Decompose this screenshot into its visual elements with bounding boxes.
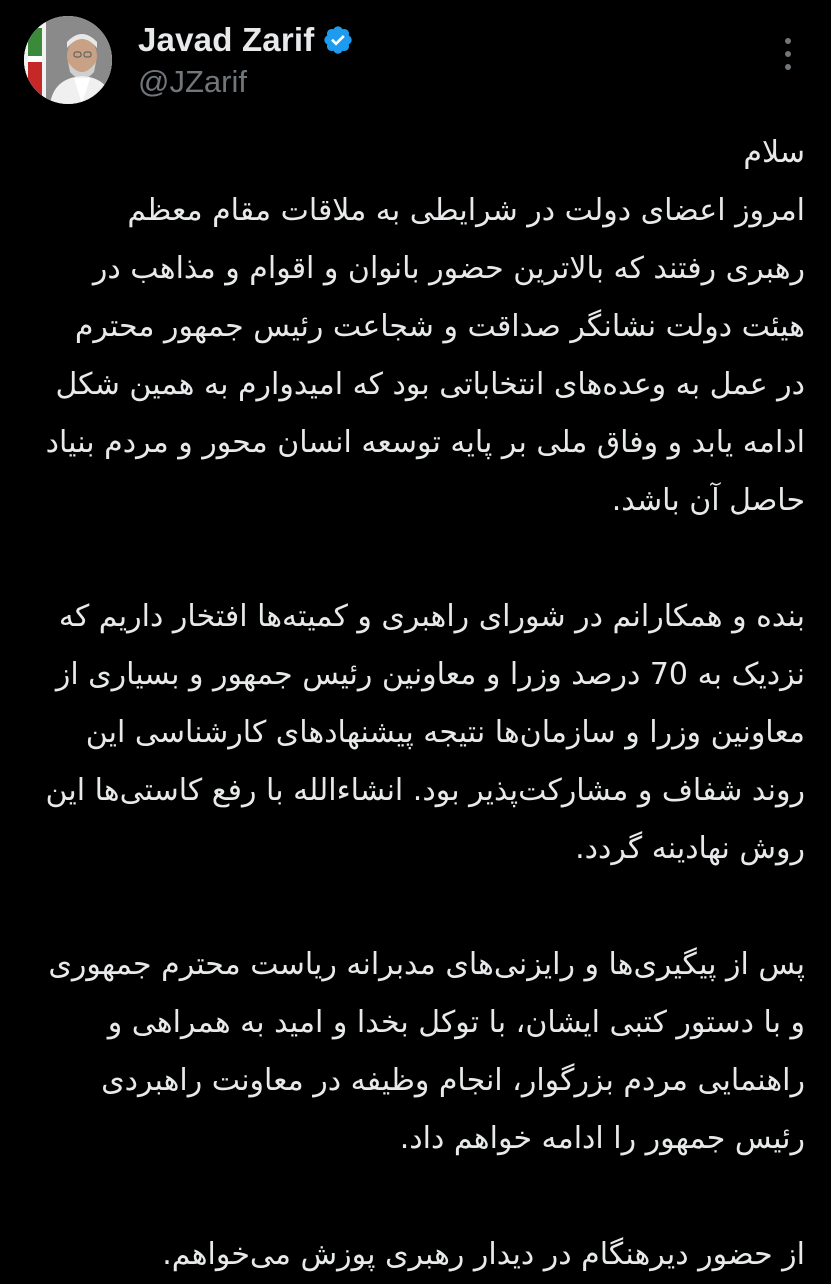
avatar[interactable] [24, 16, 112, 104]
tweet-header [0, 0, 831, 120]
more-options-icon[interactable] [770, 34, 806, 74]
tweet-paragraph-4: از حضور دیرهنگام در دیدار رهبری پوزش می‌خواهم. [162, 1237, 805, 1272]
author-block [138, 18, 354, 100]
dot [785, 38, 791, 44]
dot [785, 64, 791, 70]
tweet-paragraph-1: سلام امروز اعضای دولت در شرایطی به ملاقات مقام معظم رهبری رفتند که بالاترین حضور بانوان و اقوام و مذاهب در هیئت دولت نشانگر صداقت و شجاعت رئیس جمهور محترم در عمل به وعده‌های انتخاباتی بود که امیدوارم به همین شکل ادامه یابد و وفاق ملی بر پایه توسعه انسان محور و مردم بنیاد حاصل آن باشد. [45, 135, 805, 518]
tweet-text [40, 124, 805, 1284]
author-handle[interactable]: @JZarif [138, 64, 247, 99]
dot [785, 51, 791, 57]
verified-badge-icon[interactable] [322, 24, 354, 56]
profile-photo-icon [24, 16, 112, 104]
tweet-paragraph-2: بنده و همکارانم در شورای راهبری و کمیته‌ها افتخار داریم که نزدیک به 70 درصد وزرا و معاونین رئیس جمهور و بسیاری از معاونین وزرا و سازمان‌ها نتیجه پیشنهادهای کارشناسی این روند شفاف و مشارکت‌پذیر بود. انشاءالله با رفع کاستی‌ها این روش نهادینه گردد. [45, 599, 805, 866]
author-display-name[interactable]: Javad Zarif [138, 21, 315, 58]
tweet-paragraph-3: پس از پیگیری‌ها و رایزنی‌های مدبرانه ریاست محترم جمهوری و با دستور کتبی ایشان، با توکل بخدا و امید به همراهی و راهنمایی مردم بزرگوار، انجام وظیفه در معاونت راهبردی رئیس جمهور را ادامه خواهم داد. [48, 947, 805, 1156]
